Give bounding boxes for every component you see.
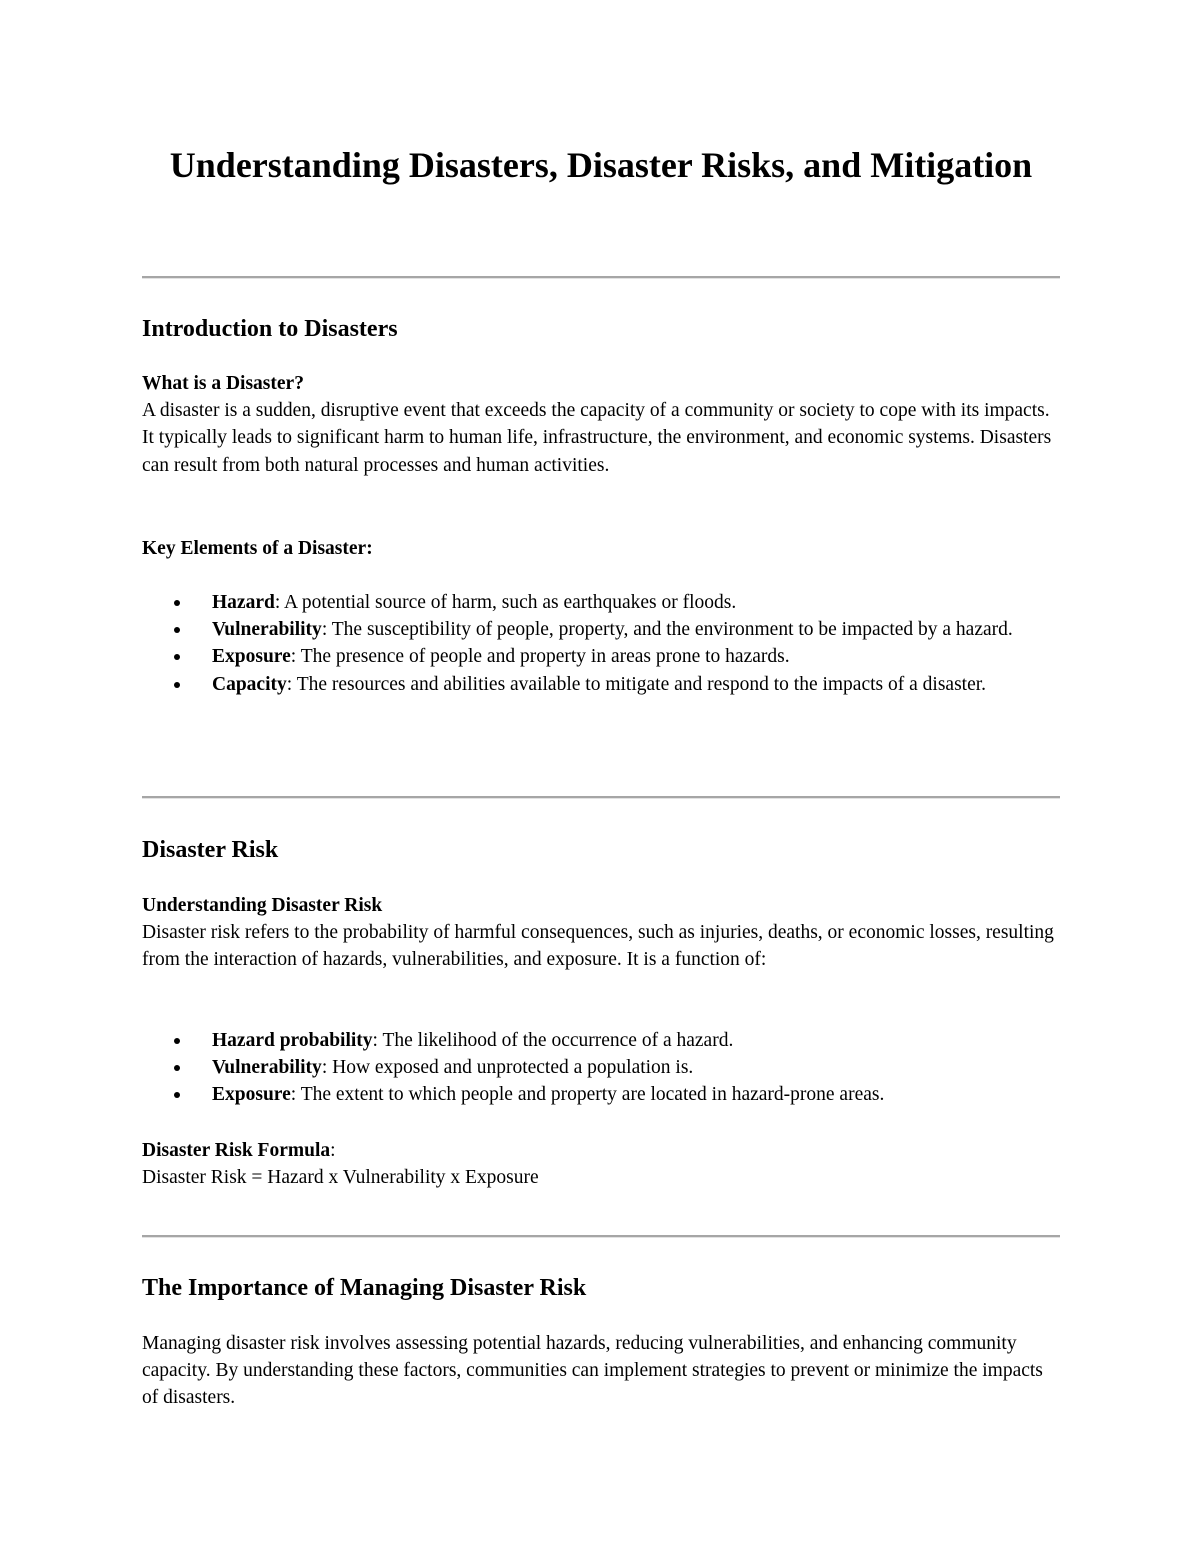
list-item [142,643,1060,670]
subheading-what-is-disaster: What is a Disaster? [142,373,304,394]
disaster-definition [142,370,1060,479]
formula-heading: Disaster Risk Formula [142,1140,331,1161]
bullet-icon [174,682,180,688]
list-item-term: Capacity [212,673,287,695]
list-item [142,1081,1060,1108]
list-item-text: : The resources and abilities available to mitigate and respond to the impacts of a disaster. [286,673,987,695]
bullet-icon [174,1038,180,1044]
list-item-term: Hazard [212,592,275,613]
list-item-text: : How exposed and unprotected a population is. [321,1057,694,1079]
horizontal-rule [142,1235,1060,1238]
list-item-text: : The extent to which people and property are located in hazard-prone areas. [290,1084,885,1106]
document-title: Understanding Disasters, Disaster Risks, and Mitigation [169,145,1033,185]
horizontal-rule [142,276,1060,279]
bullet-icon [174,1092,180,1098]
risk-factors-list [142,1027,1060,1109]
list-item-text: : A potential source of harm, such as earthquakes or floods. [274,592,737,613]
list-item [142,1027,1060,1054]
section-heading-introduction: Introduction to Disasters [142,316,398,342]
formula-heading-colon: : [330,1140,336,1161]
list-item-term: Hazard probability [212,1030,373,1051]
disaster-risk-definition [142,892,1060,974]
bullet-icon [174,600,180,606]
section-heading-managing-risk: The Importance of Managing Disaster Risk [142,1275,587,1301]
list-item-term: Exposure [212,1084,291,1106]
list-item-term: Vulnerability [212,619,322,641]
bullet-icon [174,1065,180,1071]
disaster-risk-paragraph: Disaster risk refers to the probability of harmful consequences, such as injuries, deaths, or economic losses, resulting from the interaction of hazards, vulnerabilities, and exposure. It is a function of: [142,922,1054,971]
list-item [142,671,1060,698]
risk-formula-block [142,1137,1060,1191]
bullet-icon [174,654,180,660]
key-elements-list [142,589,1060,698]
managing-risk-block [142,1330,1060,1412]
bullet-icon [174,627,180,633]
risk-formula: Disaster Risk = Hazard x Vulnerability x Exposure [142,1167,539,1189]
list-item-text: : The presence of people and property in areas prone to hazards. [290,646,790,668]
horizontal-rule [142,796,1060,799]
list-item-term: Vulnerability [212,1057,322,1079]
list-item-term: Exposure [212,646,291,668]
disaster-definition-paragraph: A disaster is a sudden, disruptive event that exceeds the capacity of a community or society to cope with its impacts. It typically leads to significant harm to human life, infrastructure, the environment, and economic systems. Disasters can result from both natural processes and human activities. [142,400,1052,476]
managing-risk-paragraph: Managing disaster risk involves assessing potential hazards, reducing vulnerabilities, and enhancing community capacity. By understanding these factors, communities can implement strategies to prevent or minimize the impacts of disasters. [142,1333,1043,1409]
subheading-understanding-risk: Understanding Disaster Risk [142,895,383,916]
list-item-text: : The likelihood of the occurrence of a hazard. [372,1030,734,1051]
key-elements-heading-block [142,535,1060,562]
key-elements-heading: Key Elements of a Disaster: [142,538,373,559]
list-item-text: : The susceptibility of people, property, and the environment to be impacted by a hazard. [321,619,1013,641]
list-item [142,589,1060,616]
list-item [142,616,1060,643]
list-item [142,1054,1060,1081]
section-heading-disaster-risk: Disaster Risk [142,837,279,863]
